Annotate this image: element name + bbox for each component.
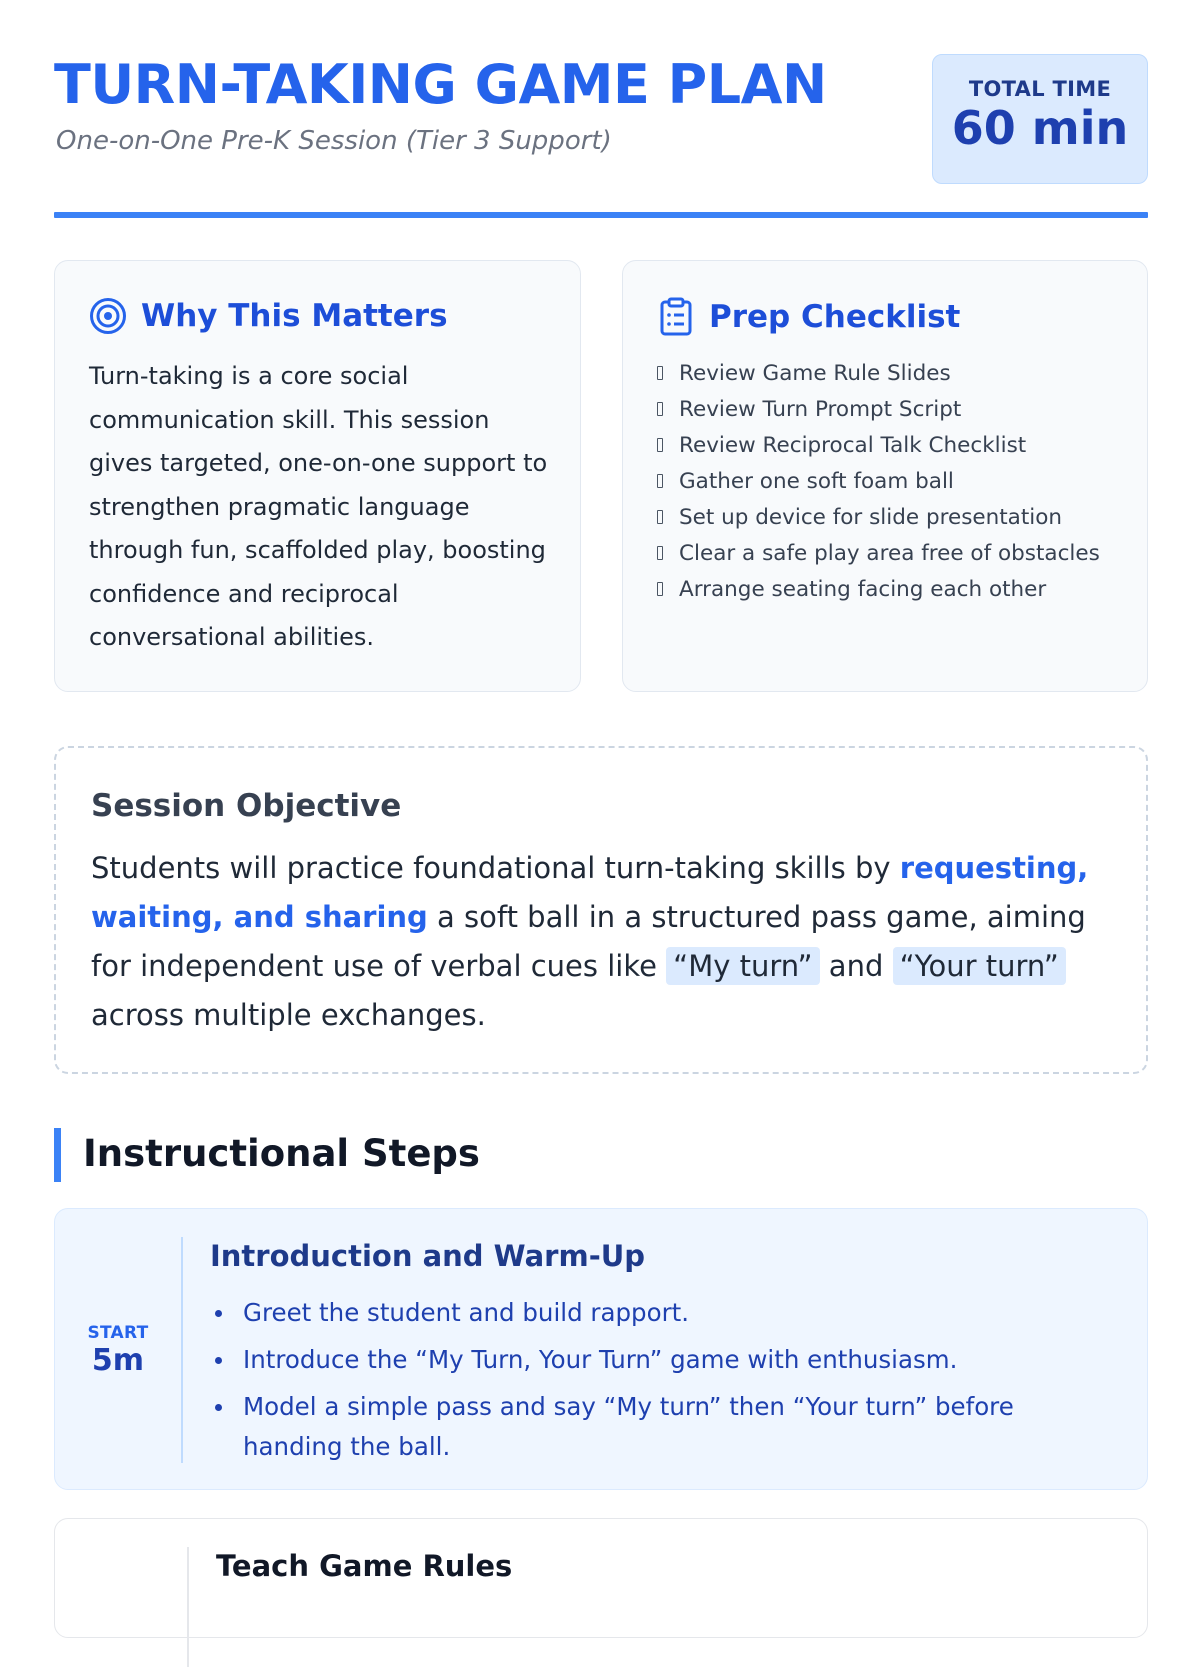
clipboard-icon [657,297,695,337]
step-divider [181,1237,183,1463]
checkbox-icon[interactable] [657,510,663,524]
objective-highlight: requesting, waiting, and sharing [91,851,1089,934]
checkbox-icon[interactable] [657,438,663,452]
checklist-item[interactable] [657,571,1100,607]
objective-title: Session Objective [91,788,402,824]
step-duration: 5m [91,1343,145,1378]
page-title: TURN-TAKING GAME PLAN [54,53,827,116]
checkbox-icon[interactable] [657,582,663,596]
target-icon [89,297,127,335]
checkbox-icon[interactable] [657,366,663,380]
session-objective-box [54,746,1148,1074]
prep-checklist-card [622,260,1148,692]
step-title: Teach Game Rules [216,1549,513,1583]
step-card [54,1208,1148,1490]
checklist-item[interactable] [657,427,1100,463]
total-time-value: 60 min [951,101,1129,155]
checklist-item-label: Review Reciprocal Talk Checklist [679,432,1027,458]
why-card-header [89,297,448,335]
step-timing [55,1323,181,1379]
step-card [54,1518,1148,1638]
objective-text-part: Students will practice foundational turn-taking skills by [91,851,900,885]
page-subtitle: One-on-One Pre-K Session (Tier 3 Support) [56,126,612,156]
step-bullet-list [210,1293,1110,1474]
checklist-item[interactable] [657,391,1100,427]
prep-card-title: Prep Checklist [709,299,961,335]
total-time-label: TOTAL TIME [968,77,1112,101]
checkbox-icon[interactable] [657,546,663,560]
total-time-badge [932,54,1148,184]
checklist-item[interactable] [657,463,1100,499]
checklist-item-label: Clear a safe play area free of obstacles [679,540,1100,566]
checklist-item[interactable] [657,355,1100,391]
instructional-steps-heading: Instructional Steps [54,1128,480,1182]
why-this-matters-card [54,260,581,692]
header-divider [54,212,1148,218]
step-tag: START [87,1323,149,1343]
step-title: Introduction and Warm-Up [210,1239,646,1273]
why-card-text: Turn-taking is a core social communication skill. This session gives targeted, one-on-one support to strengthen pragmatic language through fun, scaffolded play, boosting confidence and reciprocal conversational abilities. [89,362,548,651]
checklist-item[interactable] [657,535,1100,571]
objective-text-part: across multiple exchanges. [91,998,486,1032]
checklist-item-label: Gather one soft foam ball [679,468,954,494]
step-bullet: Model a simple pass and say “My turn” then “Your turn” before handing the ball. [210,1387,1110,1467]
checklist-item-label: Review Game Rule Slides [679,360,951,386]
checklist-item-label: Arrange seating facing each other [679,576,1047,602]
why-card-title: Why This Matters [141,298,448,334]
prep-card-header [657,297,960,337]
verbal-cue-chip: “My turn” [666,947,819,985]
prep-checklist [657,355,1100,607]
objective-text-part: and [819,949,893,983]
step-bullet: Introduce the “My Turn, Your Turn” game with enthusiasm. [210,1340,1110,1380]
checkbox-icon[interactable] [657,402,663,416]
step-bullet: Greet the student and build rapport. [210,1293,1110,1333]
verbal-cue-chip: “Your turn” [893,947,1066,985]
checklist-item-label: Review Turn Prompt Script [679,396,962,422]
objective-text [91,844,1101,1040]
checklist-item-label: Set up device for slide presentation [679,504,1063,530]
checklist-item[interactable] [657,499,1100,535]
objective-text-part: a soft ball in a structured pass game, aiming for independent use of verbal cues like [91,900,1086,983]
checkbox-icon[interactable] [657,474,663,488]
step-divider [187,1547,189,1667]
